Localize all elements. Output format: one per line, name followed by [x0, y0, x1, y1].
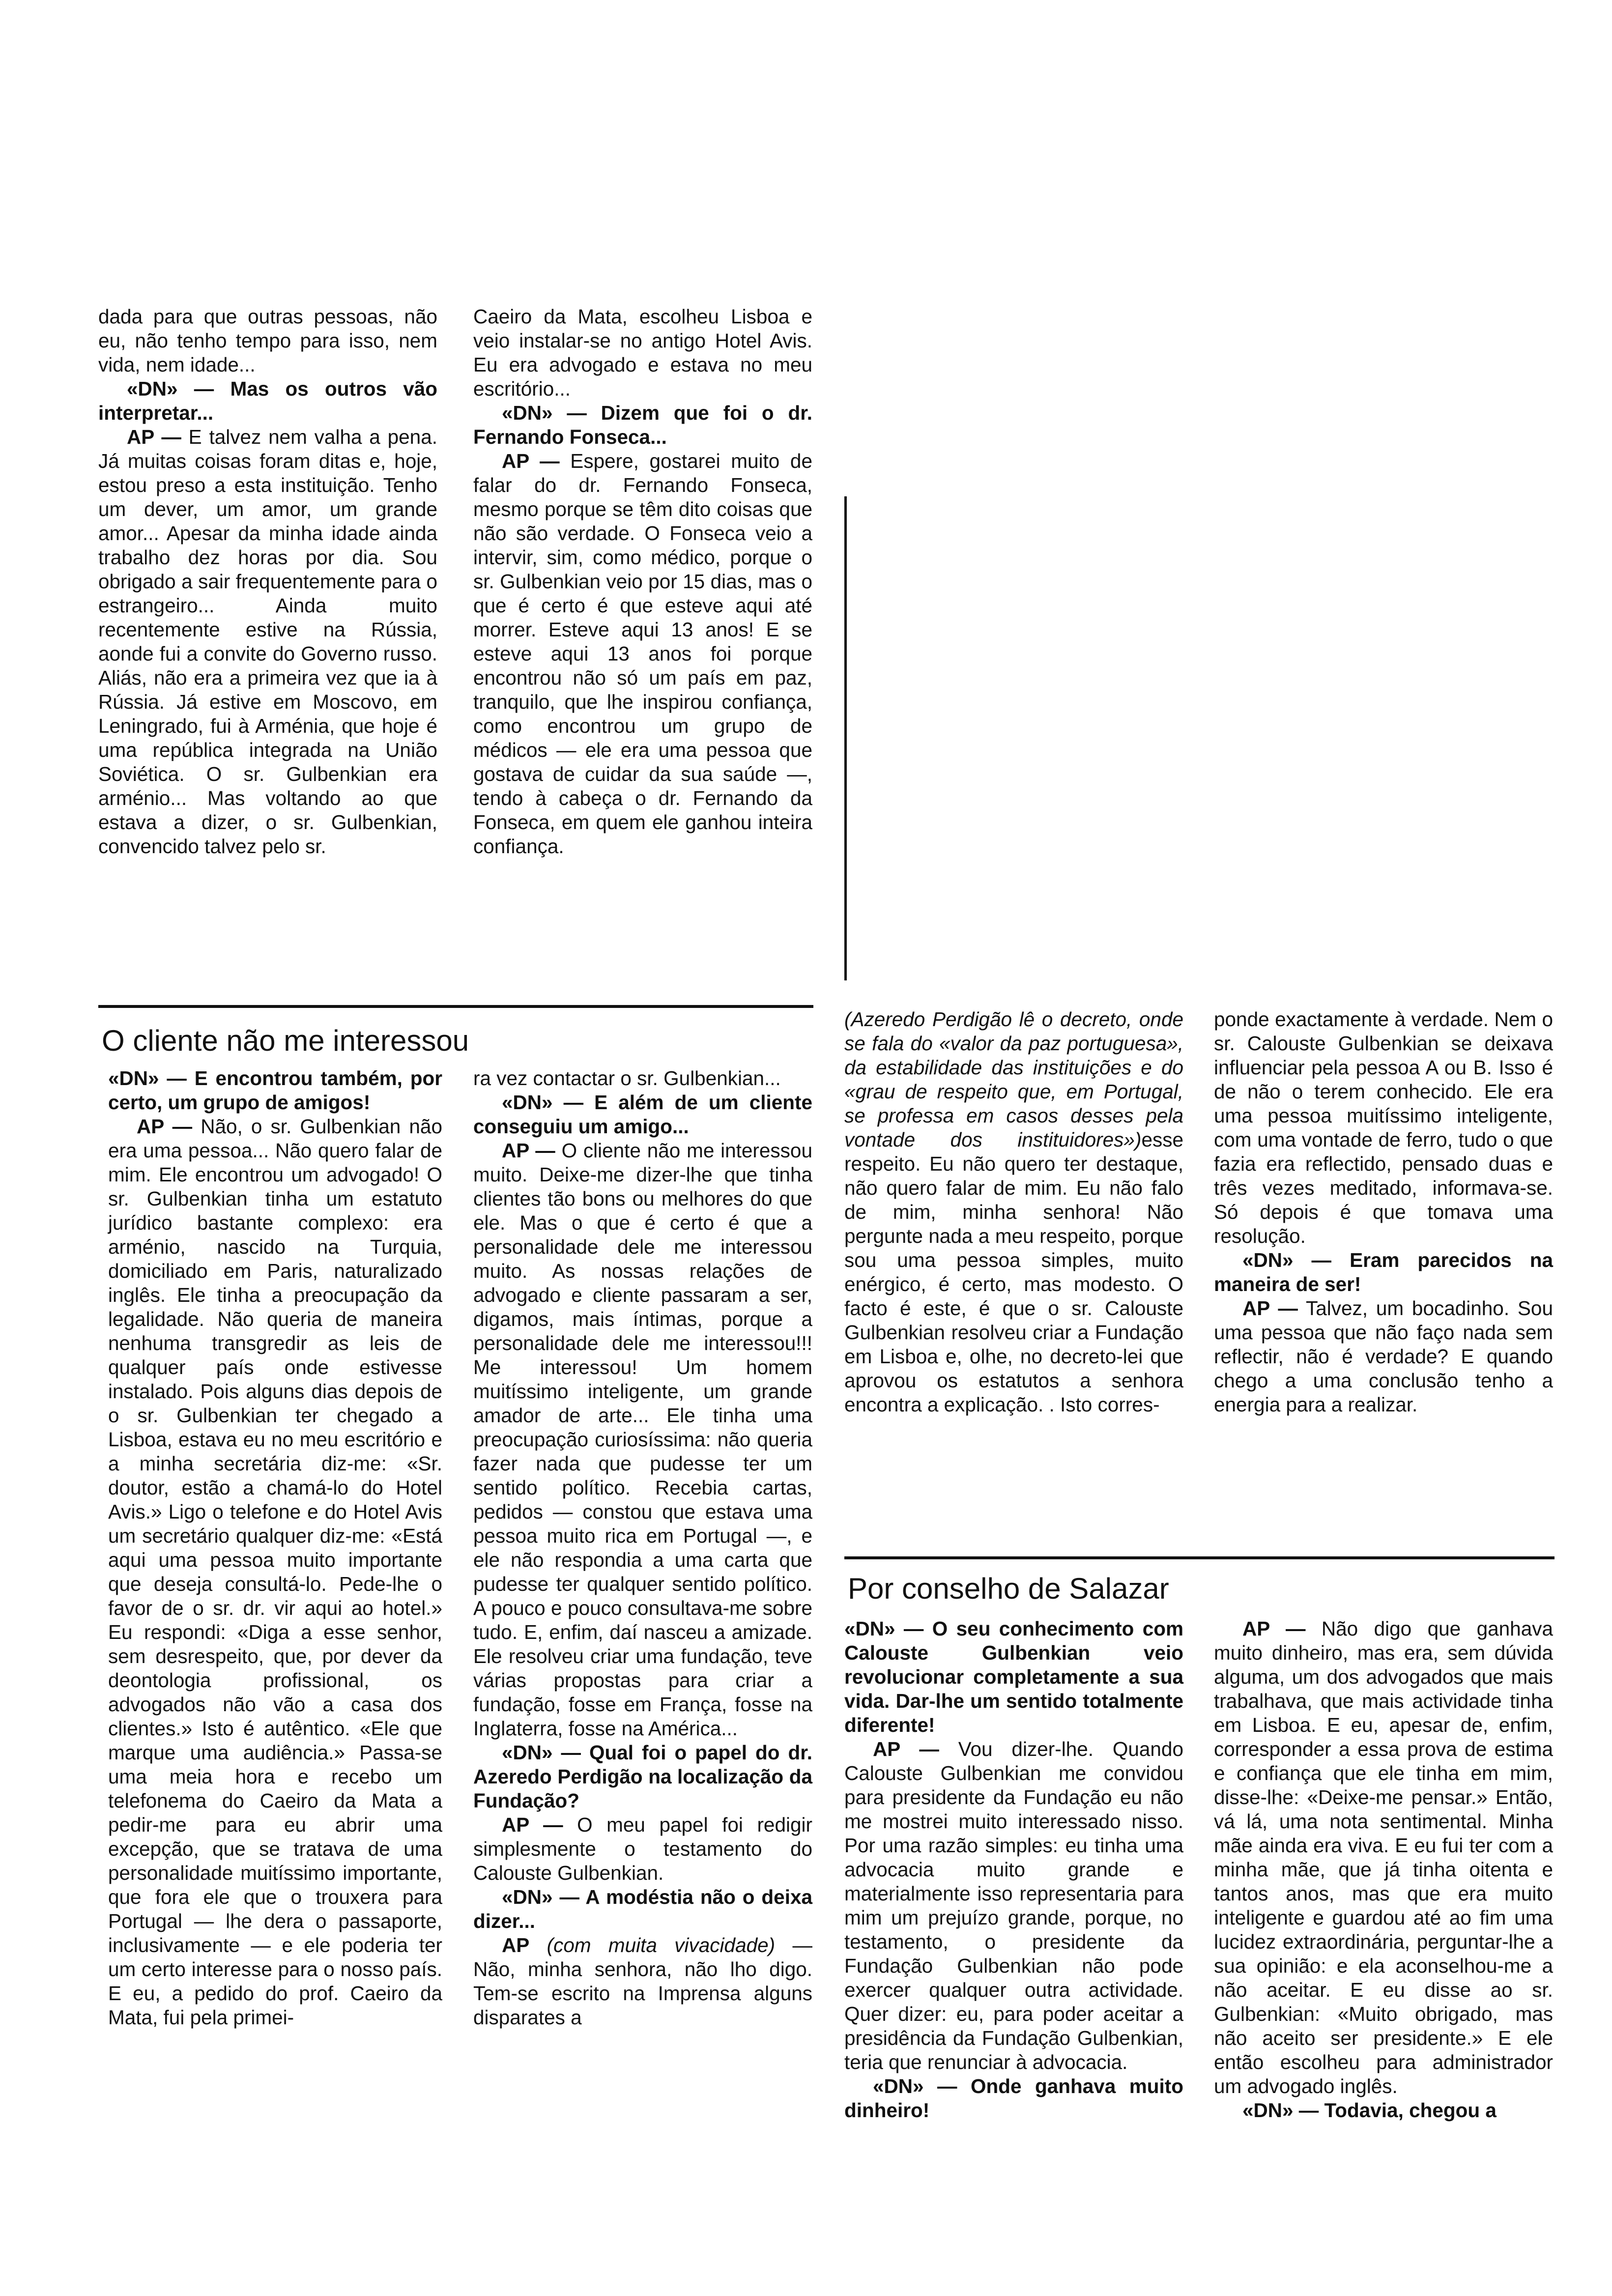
paragraph [98, 425, 437, 859]
paragraph-text: . Isto corres- [1049, 1393, 1160, 1416]
speaker-label: AP — [502, 1139, 555, 1162]
section1-column-1 [108, 1066, 442, 2030]
paragraph [473, 1885, 812, 1933]
paragraph [1214, 1617, 1553, 2098]
speaker-label: «DN» — Eram parecidos na maneira de ser! [1214, 1249, 1553, 1295]
paragraph [473, 1813, 812, 1885]
speaker-label: «DN» — E encontrou também, por certo, um grupo de amigos! [108, 1067, 442, 1114]
paragraph-text: esse respeito. Eu não quero ter destaque, não quero falar de mim. Eu não falo de mim, minha senhora! Não pergunte nada a meu respeito, porque sou uma pessoa simples, muito enérgico, é certo, mas modesto. O facto é este, é que o sr. Calouste Gulbenkian resolveu criar a Fundação em Lisboa e, olhe, no decreto-lei que aprovou os estatutos a senhora encontra a explicação. [844, 1128, 1183, 1416]
speaker-label: «DN» — O seu conhecimento com Calouste Gulbenkian veio revolucionar completamente a sua vida. Dar-lhe um sentido totalmente diferente! [844, 1617, 1183, 1736]
speaker-label: AP — [502, 1813, 563, 1836]
italic-aside: (Azeredo Perdigão lê o decreto, onde se fala do «valor da paz portuguesa», da estabilidade das instituições e do «grau de respeito que, em Portugal, se professa em casos desses pela vontade dos instituidores») [844, 1008, 1183, 1151]
speaker-label: «DN» — E além de um cliente conseguiu um amigo... [473, 1091, 812, 1138]
paragraph [1214, 2098, 1553, 2123]
speaker-label: «DN» — Onde ganhava muito dinheiro! [844, 2075, 1183, 2122]
paragraph [473, 1139, 812, 1741]
speaker-label: AP — [873, 1738, 939, 1760]
speaker-label: «DN» — Todavia, chegou a [1242, 2099, 1497, 2122]
paragraph [1214, 1007, 1553, 1248]
paragraph-text: — Não, minha senhora, não lho digo. Tem-se escrito na Imprensa alguns disparates a [473, 1934, 812, 2029]
paragraph-text: Caeiro da Mata, escolheu Lisboa e veio instalar-se no antigo Hotel Avis. Eu era advogado e estava no meu escritório... [473, 305, 812, 400]
speaker-label: «DN» — A modéstia não o deixa dizer... [473, 1886, 812, 1932]
speaker-label: AP — [127, 426, 181, 448]
paragraph [473, 1066, 812, 1091]
paragraph [844, 1007, 1183, 1417]
section-heading-2: Por conselho de Salazar [848, 1572, 1169, 1605]
paragraph-text: Vou dizer-lhe. Quando Calouste Gulbenkian me convidou para presidente da Fundação eu não me mostrei muito interessado nisso. Por uma razão simples: eu tinha uma advocacia muito grande e materialmente isso representaria para mim um prejuízo grande, porque, no testamento, o presidente da Fundação Gulbenkian não pode exercer qualquer outra actividade. Quer dizer: eu, para poder aceitar a presidência da Fundação Gulbenkian, teria que renunciar à advocacia. [844, 1738, 1183, 2073]
paragraph-text: ponde exactamente à verdade. Nem o sr. Calouste Gulbenkian se deixava influenciar pela pessoa A ou B. Isso é de não o terem conhecido. Ele era uma pessoa muitíssimo inteligente, com uma vontade de ferro, tudo o que fazia era reflectido, pensado duas e três vezes meditado, informava-se. Só depois é que tomava uma resolução. [1214, 1008, 1553, 1247]
section-heading-1: O cliente não me interessou [102, 1024, 469, 1057]
paragraph [1214, 1296, 1553, 1417]
paragraph [473, 1933, 812, 2030]
paragraph [108, 1115, 442, 2030]
speaker-label: «DN» — Mas os outros vão interpretar... [98, 377, 437, 424]
paragraph [98, 377, 437, 425]
speaker-label: «DN» — Qual foi o papel do dr. Azeredo Perdigão na localização da Fundação? [473, 1741, 812, 1812]
paragraph [473, 449, 812, 859]
section1-column-4 [1214, 1007, 1553, 1417]
paragraph-text: dada para que outras pessoas, não eu, não tenho tempo para isso, nem vida, nem idade... [98, 305, 437, 376]
paragraph-text: E talvez nem valha a pena. Já muitas coisas foram ditas e, hoje, estou preso a esta instituição. Tenho um dever, um amor, um grande amor... Apesar da minha idade ainda trabalho dez horas por dia. Sou obrigado a sair frequentemente para o estrangeiro... Ainda muito recentemente estive na Rússia, aonde fui a convite do Governo russo. Aliás, não era a primeira vez que ia à Rússia. Já estive em Moscovo, em Leningrado, fui à Arménia, que hoje é uma república integrada na União Soviética. O sr. Gulbenkian era arménio... Mas voltando ao que estava a dizer, o sr. Gulbenkian, convencido talvez pelo sr. [98, 426, 437, 858]
paragraph [473, 1741, 812, 1813]
top-column-1 [98, 305, 437, 859]
speaker-label: AP — [1242, 1617, 1306, 1640]
paragraph-text: ra vez contactar o sr. Gulbenkian... [473, 1067, 781, 1090]
speaker-label: AP — [137, 1115, 193, 1138]
column-rule [844, 496, 847, 980]
paragraph [473, 401, 812, 449]
section-rule-2 [844, 1556, 1554, 1559]
speaker-label: AP [502, 1934, 530, 1956]
paragraph-text: Não, o sr. Gulbenkian não era uma pessoa... Não quero falar de mim. Ele encontrou um advogado! O sr. Gulbenkian tinha um estatuto jurídico bastante complexo: era arménio, nascido na Turquia, domiciliado em Paris, naturalizado inglês. Ele tinha a preocupação da legalidade. Não queria de maneira nenhuma transgredir as leis de qualquer país onde estivesse instalado. Pois alguns dias depois de o sr. Gulbenkian ter chegado a Lisboa, estava eu no meu escritório e a minha secretária diz-me: «Sr. doutor, estão a chamá-lo do Hotel Avis.» Ligo o telefone e do Hotel Avis um secretário qualquer diz-me: «Está aqui uma pessoa muito importante que deseja consultá-lo. Pede-lhe o favor de o sr. dr. vir aqui ao hotel.» Eu respondi: «Diga a esse senhor, sem desrespeito, que, por dever da deontologia profissional, os advogados não vão a casa dos clientes.» Isto é autêntico. «Ele que marque uma audiência.» Passa-se uma meia hora e recebo um telefonema do Caeiro da Mata a pedir-me para eu abrir uma excepção, que se tratava de uma personalidade muitíssimo importante, que fora ele que o trouxera para Portugal — lhe dera o passaporte, inclusivamente — e ele poderia ter um certo interesse para o nosso país. E eu, a pedido do prof. Caeiro da Mata, fui pela primei- [108, 1115, 442, 2029]
speaker-label: AP — [502, 450, 560, 472]
speaker-label: AP — [1242, 1297, 1298, 1320]
paragraph [844, 2074, 1183, 2123]
paragraph [98, 305, 437, 377]
paragraph-text: O cliente não me interessou muito. Deixe-me dizer-lhe que tinha clientes tão bons ou melhores do que ele. Mas o que é certo é que a personalidade dele me interessou muito. As nossas relações de advogado e cliente passaram a ser, digamos, mais íntimas, porque a personalidade dele me interessou!!! Me interessou! Um homem muitíssimo inteligente, um grande amador de arte... Ele tinha uma preocupação curiosíssima: não queria fazer nada que pudesse ter um sentido político. Recebia cartas, pedidos — constou que estava uma pessoa muito rica em Portugal —, e ele não respondia a uma carta que pudesse ter qualquer sentido político. A pouco e pouco consultava-me sobre tudo. E, enfim, daí nasceu a amizade. Ele resolveu criar uma fundação, teve várias propostas para criar a fundação, fosse em França, fosse na Inglaterra, fosse na América... [473, 1139, 812, 1740]
section2-column-1 [844, 1617, 1183, 2123]
top-column-2 [473, 305, 812, 859]
paragraph [1214, 1248, 1553, 1296]
paragraph [844, 1737, 1183, 2074]
paragraph [108, 1066, 442, 1115]
paragraph-text: Talvez, um bocadinho. Sou uma pessoa que não faço nada sem reflectir, não é verdade? E quando chego a uma conclusão tenho a energia para a realizar. [1214, 1297, 1553, 1416]
paragraph-text: O meu papel foi redigir simplesmente o testamento do Calouste Gulbenkian. [473, 1813, 812, 1884]
section1-column-3 [844, 1007, 1183, 1417]
paragraph-text: Espere, gostarei muito de falar do dr. Fernando Fonseca, mesmo porque se têm dito coisas que não são verdade. O Fonseca veio a intervir, sim, como médico, porque o sr. Gulbenkian veio por 15 dias, mas o que é certo é que esteve aqui até morrer. Esteve aqui 13 anos! E se esteve aqui 13 anos foi porque encontrou não só um país em paz, tranquilo, que lhe inspirou confiança, como encontrou um grupo de médicos — ele era uma pessoa que gostava de cuidar da sua saúde —, tendo à cabeça o dr. Fernando da Fonseca, em quem ele ganhou inteira confiança. [473, 450, 812, 858]
paragraph [473, 305, 812, 401]
section2-column-2 [1214, 1617, 1553, 2123]
italic-aside: (com muita vivacidade) [529, 1934, 776, 1956]
paragraph-text: Não digo que ganhava muito dinheiro, mas era, sem dúvida alguma, um dos advogados que mais trabalhava, que mais actividade tinha em Lisboa. E eu, apesar de, enfim, corresponder a essa prova de estima e confiança que ele tinha em mim, disse-lhe: «Deixe-me pensar.» Então, vá lá, uma nota sentimental. Minha mãe ainda era viva. E eu fui ter com a minha mãe, que já tinha oitenta e tantos anos, mas que era muito inteligente e guardou até ao fim uma lucidez extraordinária, perguntar-lhe a sua opinião: e ela aconselhou-me a não aceitar. E eu disse ao sr. Gulbenkian: «Muito obrigado, mas não aceito ser presidente.» E ele então escolheu para administrador um advogado inglês. [1214, 1617, 1553, 2097]
speaker-label: «DN» — Dizem que foi o dr. Fernando Fonseca... [473, 402, 812, 448]
section-rule-1 [98, 1005, 813, 1008]
paragraph [473, 1091, 812, 1139]
paragraph [844, 1617, 1183, 1737]
section1-column-2 [473, 1066, 812, 2030]
